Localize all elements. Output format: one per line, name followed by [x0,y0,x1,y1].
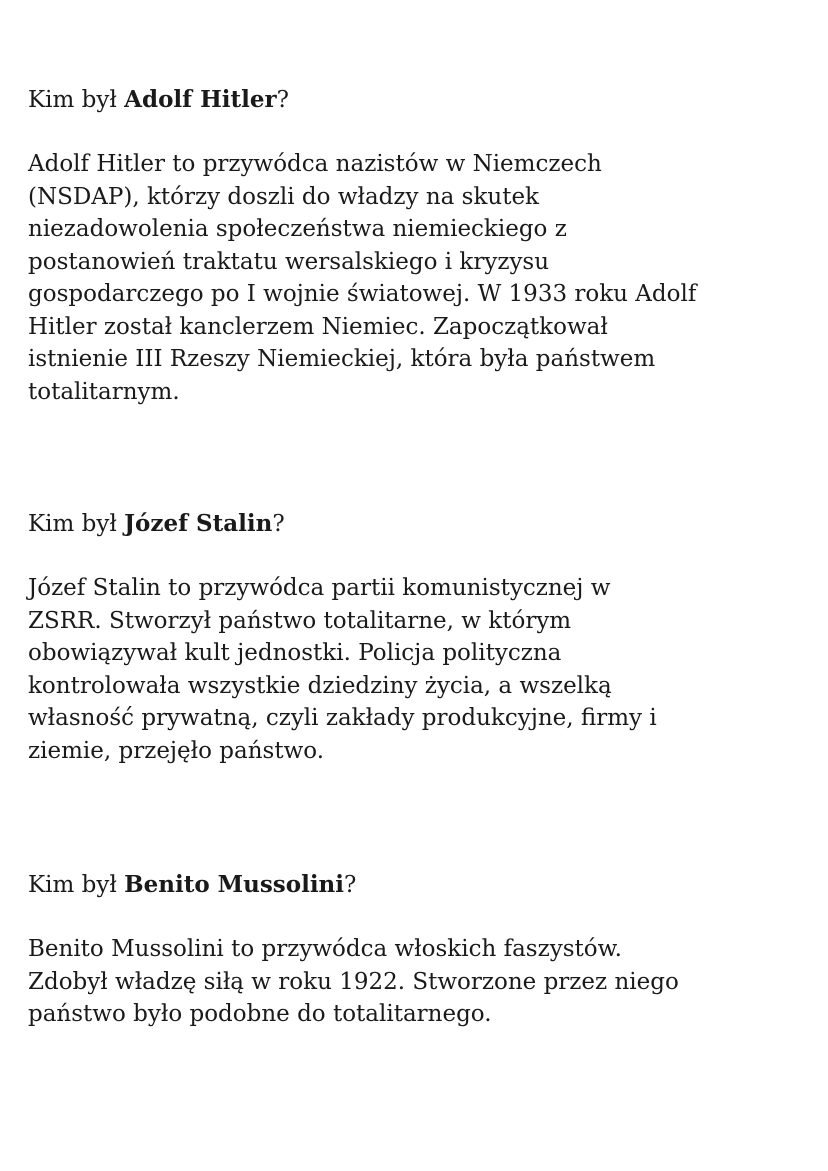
answer-paragraph [28,933,818,1031]
question-prefix: Kim był [28,87,125,113]
answer-line: ziemie, przejęło państwo. [28,737,325,764]
answer-line: Zdobył władzę siłą w roku 1922. Stworzone przez niego [28,968,679,995]
answer-line: postanowień traktatu wersalskiego i kryzysu [28,248,550,275]
question-prefix: Kim był [28,511,125,537]
question-name: Benito Mussolini [124,871,345,898]
answer-line: (NSDAP), którzy doszli do władzy na skutek [28,183,539,210]
section-adolf-hitler [28,84,818,408]
question-heading [28,84,818,116]
answer-paragraph [28,572,818,767]
section-benito-mussolini [28,869,818,1031]
answer-line: Adolf Hitler to przywódca nazistów w Niemczech [28,151,602,177]
answer-line: Józef Stalin to przywódca partii komunistycznej w [28,575,611,601]
answer-line: Benito Mussolini to przywódca włoskich faszystów. [28,936,622,962]
question-suffix: ? [344,872,357,898]
answer-line: własność prywatną, czyli zakłady produkcyjne, firmy i [28,705,657,731]
question-name: Józef Stalin [124,510,273,537]
question-suffix: ? [276,87,289,113]
section-jozef-stalin [28,508,818,767]
question-prefix: Kim był [28,872,125,898]
question-name: Adolf Hitler [124,86,277,113]
question-suffix: ? [272,511,285,537]
answer-line: państwo było podobne do totalitarnego. [28,1001,492,1027]
answer-line: obowiązywał kult jednostki. Policja polityczna [28,640,562,666]
answer-line: niezadowolenia społeczeństwa niemieckiego z [28,216,567,242]
answer-line: totalitarnym. [28,378,180,405]
answer-line: istnienie III Rzeszy Niemieckiej, która była państwem [28,346,656,372]
answer-paragraph [28,148,818,408]
answer-line: kontrolowała wszystkie dziedziny życia, a wszelką [28,672,612,699]
question-heading [28,869,818,901]
question-heading [28,508,818,540]
answer-line: Hitler został kanclerzem Niemiec. Zapoczątkował [28,313,608,340]
answer-line: gospodarczego po I wojnie światowej. W 1933 roku Adolf [28,281,697,307]
answer-line: ZSRR. Stworzył państwo totalitarne, w którym [28,607,572,634]
